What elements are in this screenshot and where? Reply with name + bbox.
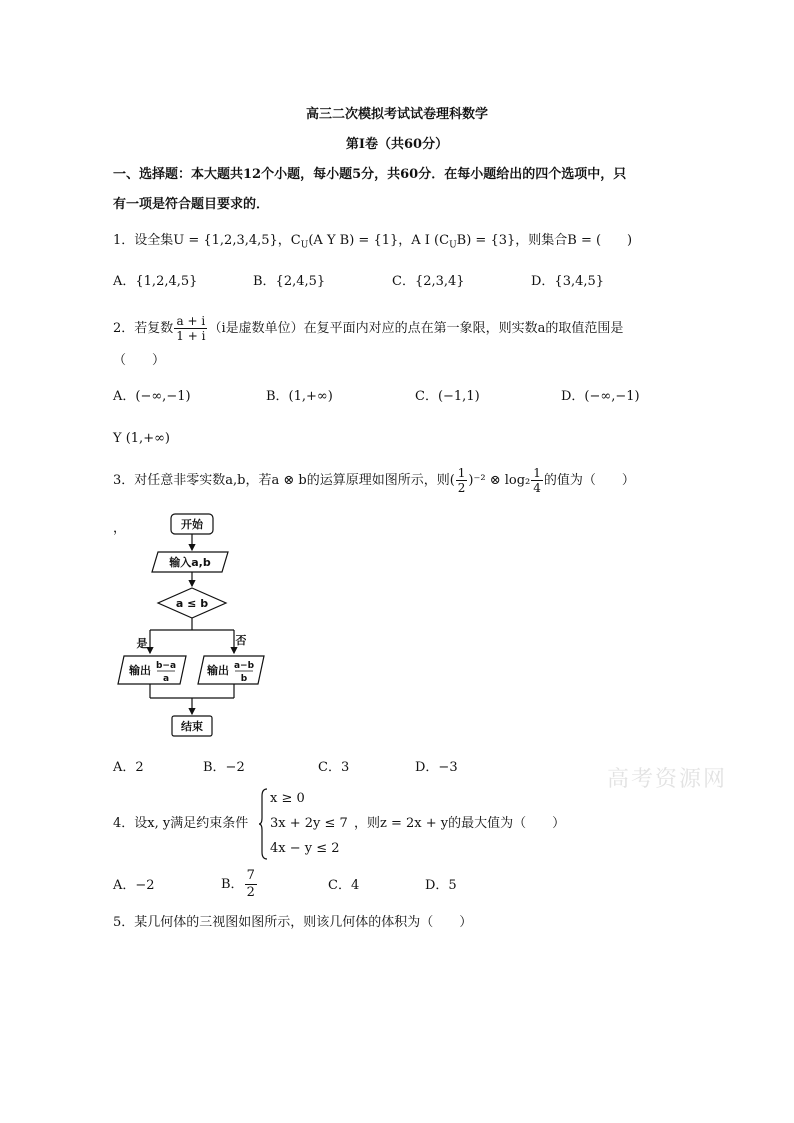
q2-option-d-continued: Y (1,+∞)	[113, 431, 170, 446]
flow-output-right-label: 输出	[207, 664, 229, 677]
flow-output-left-label: 输出	[129, 664, 151, 677]
constraint-3: 4x − y ≤ 2	[270, 841, 340, 856]
q4-option-d[interactable]: D．5	[425, 878, 457, 893]
q4-option-a[interactable]: A．−2	[113, 878, 155, 893]
question-4-post: ，则z = 2x + y的最大值为（ ）	[354, 816, 566, 831]
flow-no-label: 否	[235, 634, 247, 647]
stray-comma: ，	[113, 521, 127, 536]
flow-input-label: 输入a,b	[169, 556, 211, 569]
instructions-line-1: 一、选择题：本大题共12个小题，每小题5分，共60分．在每小题给出的四个选项中，只	[113, 167, 627, 182]
q4-option-c[interactable]: C．4	[328, 878, 360, 893]
q3-option-a[interactable]: A．2	[113, 760, 144, 775]
constraint-2: 3x + 2y ≤ 7	[270, 816, 348, 831]
flow-output-right-den: b	[240, 674, 248, 684]
flow-output-left-den: a	[162, 674, 170, 684]
q1-option-a[interactable]: A．{1,2,4,5}	[113, 274, 198, 289]
question-1-stem: 1．设全集U = {1,2,3,4,5}，$C_U(A$ Y B) = {1}，A I $(C_UB) = \{3\}$，则集合B = ( )	[113, 233, 633, 251]
q1-option-b[interactable]: B．{2,4,5}	[253, 274, 326, 289]
question-5-stem: 5．某几何体的三视图如图所示，则该几何体的体积为（ ）	[113, 915, 473, 930]
flowchart-diagram	[110, 510, 280, 745]
q3-option-d[interactable]: D．−3	[415, 760, 458, 775]
flow-output-left-num: b−a	[155, 661, 177, 671]
flow-start-label: 开始	[181, 518, 203, 531]
flow-output-right-num: a−b	[233, 661, 255, 671]
q2-option-b[interactable]: B．(1,+∞)	[266, 389, 333, 404]
instructions-line-2: 有一项是符合题目要求的．	[113, 197, 270, 212]
question-4-pre: 4．设x, y满足约束条件	[113, 816, 249, 831]
question-3-stem: 3．对任意非零实数a,b，若a ⊗ b的运算原理如图所示，则( $\frac{1}{2}$ )⁻² ⊗ log₂ $\frac{1}{4}$ 的值为（ ）	[113, 466, 635, 495]
q2-option-d[interactable]: D．(−∞,−1)	[561, 389, 640, 404]
flow-yes-label: 是	[136, 637, 148, 650]
q2-fraction: $\frac{a + i}{1 + i}$	[176, 314, 206, 343]
flow-condition-label: a ≤ b	[175, 597, 209, 610]
q1-option-d[interactable]: D．{3,4,5}	[531, 274, 605, 289]
q1-option-c[interactable]: C．{2,3,4}	[392, 274, 465, 289]
q3-option-c[interactable]: C．3	[318, 760, 350, 775]
q2-option-a[interactable]: A．(−∞,−1)	[113, 389, 191, 404]
exam-title: 高三二次模拟考试试卷理科数学	[305, 107, 488, 122]
flow-end-label: 结束	[181, 720, 203, 733]
q4-option-b[interactable]: B． $\frac{7}{2}$	[221, 868, 255, 900]
q3-option-b[interactable]: B．−2	[203, 760, 245, 775]
brace-shape	[258, 788, 268, 860]
q2-option-c[interactable]: C．(−1,1)	[415, 389, 480, 404]
watermark: 高考资源网	[607, 767, 728, 792]
section-title: 第Ⅰ卷（共60分）	[345, 137, 449, 152]
q2-answer-paren: （ ）	[113, 353, 166, 368]
question-2-stem: 2．若复数 $\frac{a + i}{1 + i}$ （i是虚数单位）在复平面内对应的点在第一象限，则实数a的取值范围是	[113, 314, 624, 343]
constraint-1: x ≥ 0	[270, 791, 305, 806]
